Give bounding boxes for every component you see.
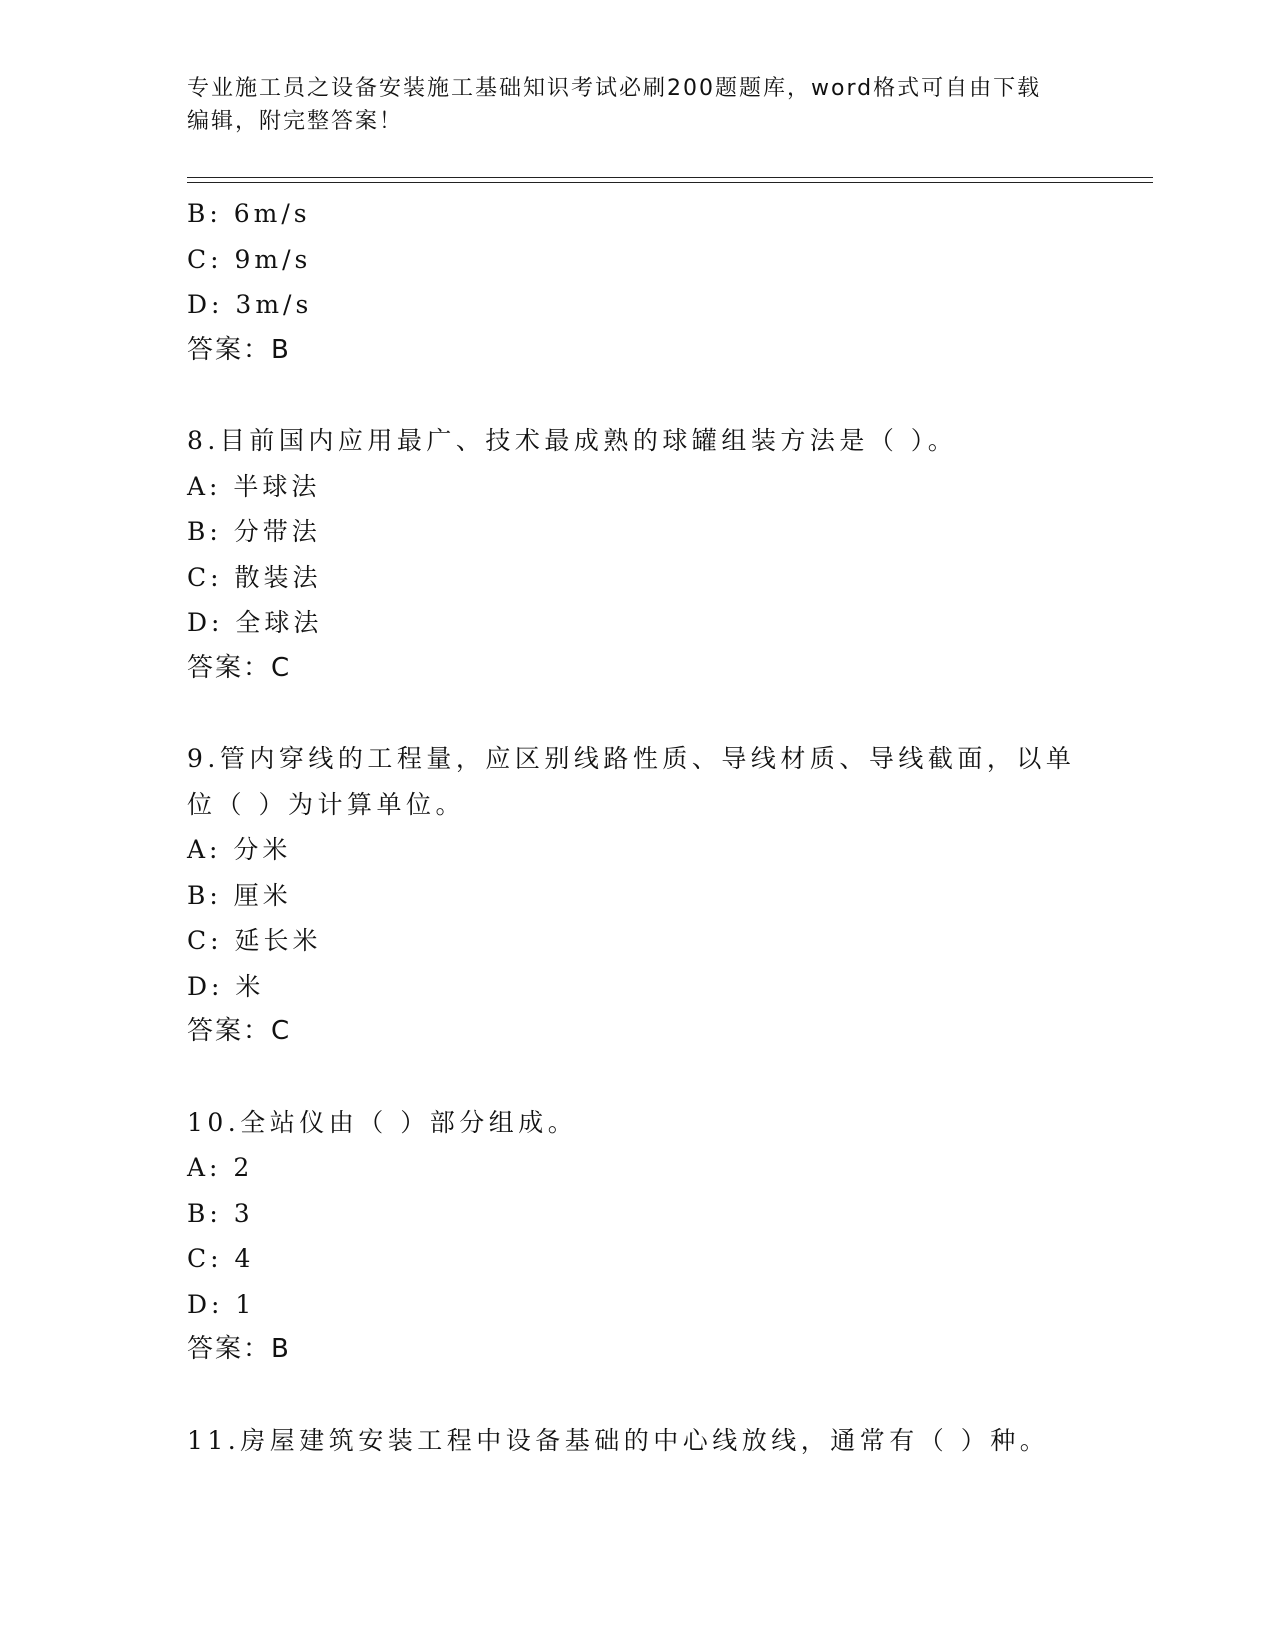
- question-9-option-c: C: 延长米: [187, 926, 322, 955]
- question-11-text: 11.房屋建筑安装工程中设备基础的中心线放线，通常有（ ）种。: [187, 1425, 1050, 1455]
- question-10-option-a: A: 2: [187, 1153, 254, 1182]
- question-8-option-a: A: 半球法: [187, 471, 321, 501]
- question-9-option-a: A: 分米: [187, 835, 292, 864]
- question-8-answer: 答案：C: [187, 652, 292, 683]
- question-11-block: [187, 1418, 1127, 1464]
- document-header: [187, 72, 1067, 138]
- question-10-block: [187, 1100, 1127, 1373]
- header-title-line-1: 专业施工员之设备安装施工基础知识考试必刷200题题库，word格式可自由下载: [187, 76, 1042, 101]
- question-8-option-d: D: 全球法: [187, 608, 323, 637]
- question-7-block: [187, 191, 1127, 373]
- header-divider-bottom: [187, 182, 1153, 183]
- question-9-answer: 答案：C: [187, 1016, 292, 1046]
- question-9-text-line-1: 9.管内穿线的工程量，应区别线路性质、导线材质、导线截面，以单: [187, 744, 1076, 773]
- question-9-option-b: B: 厘米: [187, 880, 292, 910]
- spacer: [187, 691, 1127, 736]
- question-10-text: 10.全站仪由（ ）部分组成。: [187, 1107, 578, 1137]
- question-7-option-d: D: 3m/s: [187, 290, 313, 319]
- question-list: [187, 191, 1127, 1463]
- question-10-answer: 答案：B: [187, 1334, 291, 1364]
- question-9-block: [187, 736, 1127, 1055]
- question-7-answer: 答案：B: [187, 334, 291, 365]
- question-8-block: [187, 418, 1127, 691]
- question-10-option-b: B: 3: [187, 1198, 254, 1228]
- question-9-option-d: D: 米: [187, 971, 265, 1001]
- question-9-text-line-2: 位（ ）为计算单位。: [187, 789, 465, 819]
- question-8-option-b: B: 分带法: [187, 517, 321, 546]
- spacer: [187, 1055, 1127, 1100]
- question-7-option-c: C: 9m/s: [187, 244, 312, 274]
- header-title-line-2: 编辑，附完整答案！: [187, 109, 404, 134]
- question-8-option-c: C: 散装法: [187, 562, 322, 592]
- question-10-option-d: D: 1: [187, 1289, 256, 1319]
- question-7-option-b: B: 6m/s: [187, 199, 311, 228]
- spacer: [187, 1373, 1127, 1418]
- spacer: [187, 373, 1127, 418]
- header-divider-top: [187, 177, 1153, 178]
- question-8-text: 8.目前国内应用最广、技术最成熟的球罐组装方法是（ ）。: [187, 426, 958, 455]
- question-10-option-c: C: 4: [187, 1244, 255, 1273]
